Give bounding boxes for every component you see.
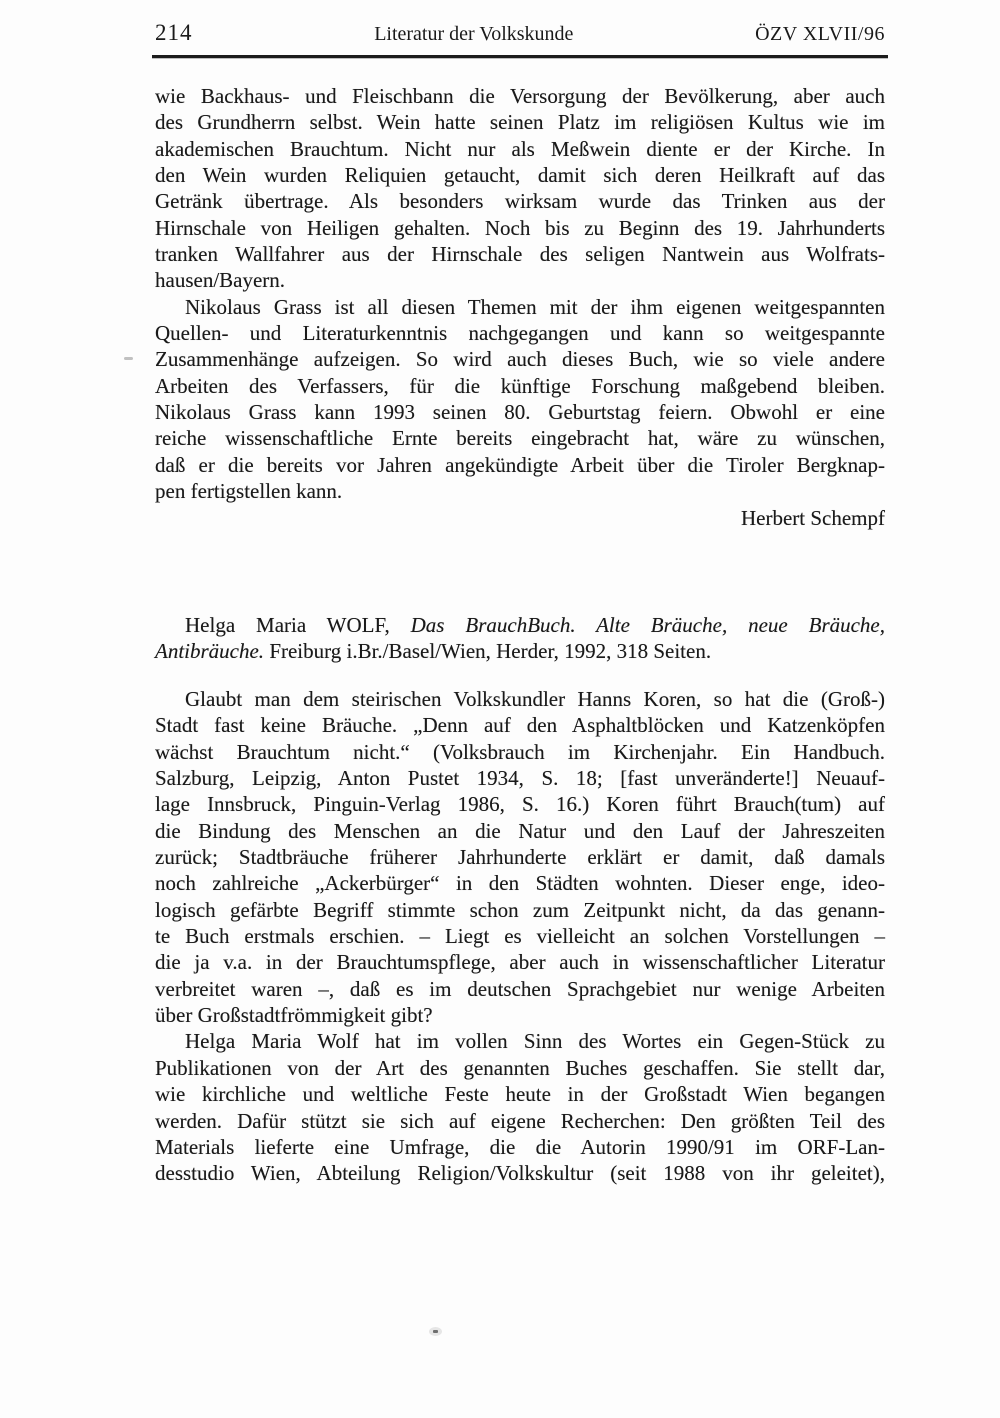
text-line: Stadt fast keine Bräuche. „Denn auf den Asphaltblöcken und Katzenköpfen xyxy=(155,713,885,738)
text-line: die Bindung des Menschen an die Natur und den Lauf der Jahreszeiten xyxy=(155,818,885,843)
text-line: lage Innsbruck, Pinguin-Verlag 1986, S. 16.) Koren führt Brauch(tum) auf xyxy=(155,792,885,817)
book-citation xyxy=(155,612,885,665)
text-line: Helga Maria Wolf hat im vollen Sinn des Wortes ein Gegen-Stück zu xyxy=(185,1029,885,1054)
text-line: Hirnschale von Heiligen gehalten. Noch bis zu Beginn des 19. Jahrhunderts xyxy=(155,215,885,240)
running-title: Literatur der Volkskunde xyxy=(374,23,574,45)
text-line: Getränk übertrage. Als besonders wirksam wurde das Trinken aus der xyxy=(155,189,885,214)
text-line: daß er die bereits vor Jahren angekündigte Arbeit über die Tiroler Bergknap- xyxy=(155,452,885,477)
text-line: tranken Wallfahrer aus der Hirnschale des seligen Nantwein aus Wolfrats- xyxy=(155,242,885,267)
text-line: des Grundherrn selbst. Wein hatte seinen Platz im religiösen Kultus wie im xyxy=(155,110,885,135)
text-line: noch zahlreiche „Ackerbürger“ in den Städten wohnten. Dieser enge, ideo- xyxy=(155,871,885,896)
citation-title-italic-cont: Antibräuche. xyxy=(155,639,265,664)
paragraph-grass xyxy=(155,294,885,505)
text-line: hausen/Bayern. xyxy=(155,268,286,293)
text-line: die ja v.a. in der Brauchtumspflege, aber auch in wissenschaftlicher Literatur xyxy=(155,950,885,975)
text-line: Materials lieferte eine Umfrage, die die Autorin 1990/91 im ORF-Lan- xyxy=(155,1134,885,1159)
citation-title-italic: Das BrauchBuch. Alte Bräuche, neue Bräuche, xyxy=(410,613,886,637)
scan-artifact-speck xyxy=(429,1327,442,1336)
page-header xyxy=(155,20,885,46)
text-line: Salzburg, Leipzig, Anton Pustet 1934, S. 18; [fast unveränderte!] Neuauf- xyxy=(155,766,885,791)
paragraph-wolf xyxy=(155,1028,885,1186)
text-line: werden. Dafür stützt sie sich auf eigene Recherchen: Den größten Teil des xyxy=(155,1108,885,1133)
text-line: Zusammenhänge aufzeigen. So wird auch dieses Buch, wie so viele andere xyxy=(155,347,885,372)
citation-author: Helga Maria WOLF, xyxy=(185,613,411,637)
journal-reference: ÖZV XLVII/96 xyxy=(755,23,885,45)
text-line: Glaubt man dem steirischen Volkskundler Hanns Koren, so hat die (Groß-) xyxy=(185,687,885,711)
text-line: akademischen Brauchtum. Nicht nur als Meßwein diente er der Kirche. In xyxy=(155,136,885,161)
page-number: 214 xyxy=(155,20,193,45)
text-line: Arbeiten des Verfassers, für die künftige Forschung maßgebend bleiben. xyxy=(155,373,885,398)
text-line: wie kirchliche und weltliche Feste heute in der Großstadt Wien begangen xyxy=(155,1082,885,1107)
paragraph-continuation xyxy=(155,83,885,294)
scan-artifact-speck-core xyxy=(433,1330,438,1333)
review-schempf-body xyxy=(155,83,885,531)
reviewer-signature: Herbert Schempf xyxy=(740,505,885,530)
citation-line-2 xyxy=(155,638,885,664)
citation-publication: Freiburg i.Br./Basel/Wien, Herder, 1992, 318 Seiten. xyxy=(264,639,712,664)
scan-artifact-dash xyxy=(124,357,133,360)
review-wolf-body xyxy=(155,686,885,1187)
text-line: verbreitet waren –, daß es im deutschen Sprachgebiet nur wenige Arbeiten xyxy=(155,976,885,1001)
text-line: pen fertigstellen kann. xyxy=(155,479,343,504)
text-line: über Großstadtfrömmigkeit gibt? xyxy=(155,1003,433,1028)
text-line: wächst Brauchtum nicht.“ (Volksbrauch im Kirchenjahr. Ein Handbuch. xyxy=(155,739,885,764)
text-line: logisch gefärbte Begriff stimmte schon zum Zeitpunkt nicht, da das genann- xyxy=(155,897,885,922)
text-line: den Wein wurden Reliquien getaucht, damit sich deren Heilkraft auf das xyxy=(155,163,885,188)
text-line: Nikolaus Grass ist all diesen Themen mit der ihm eigenen weitgespannten xyxy=(185,294,885,319)
header-divider-rule xyxy=(152,55,888,58)
paragraph-koren xyxy=(155,686,885,1028)
text-line: zurück; Stadtbräuche früherer Jahrhunderte erklärt er damit, daß damals xyxy=(155,845,885,870)
text-line: Nikolaus Grass kann 1993 seinen 80. Geburtstag feiern. Obwohl er eine xyxy=(155,400,885,425)
text-line: te Buch erstmals erschien. – Liegt es vielleicht an solchen Vorstellungen – xyxy=(155,924,885,949)
text-line: reiche wissenschaftliche Ernte bereits eingebracht hat, wäre zu wünschen, xyxy=(155,426,885,451)
text-line: wie Backhaus- und Fleischbann die Versorgung der Bevölkerung, aber auch xyxy=(155,84,885,108)
text-line: Publikationen von der Art des genannten Buches geschaffen. Sie stellt dar, xyxy=(155,1055,885,1080)
text-line: Quellen- und Literaturkenntnis nachgegangen und kann so weitgespannte xyxy=(155,321,885,346)
citation-line-1 xyxy=(155,612,885,638)
text-line: desstudio Wien, Abteilung Religion/Volkskultur (seit 1988 von ihr geleitet), xyxy=(155,1161,885,1186)
